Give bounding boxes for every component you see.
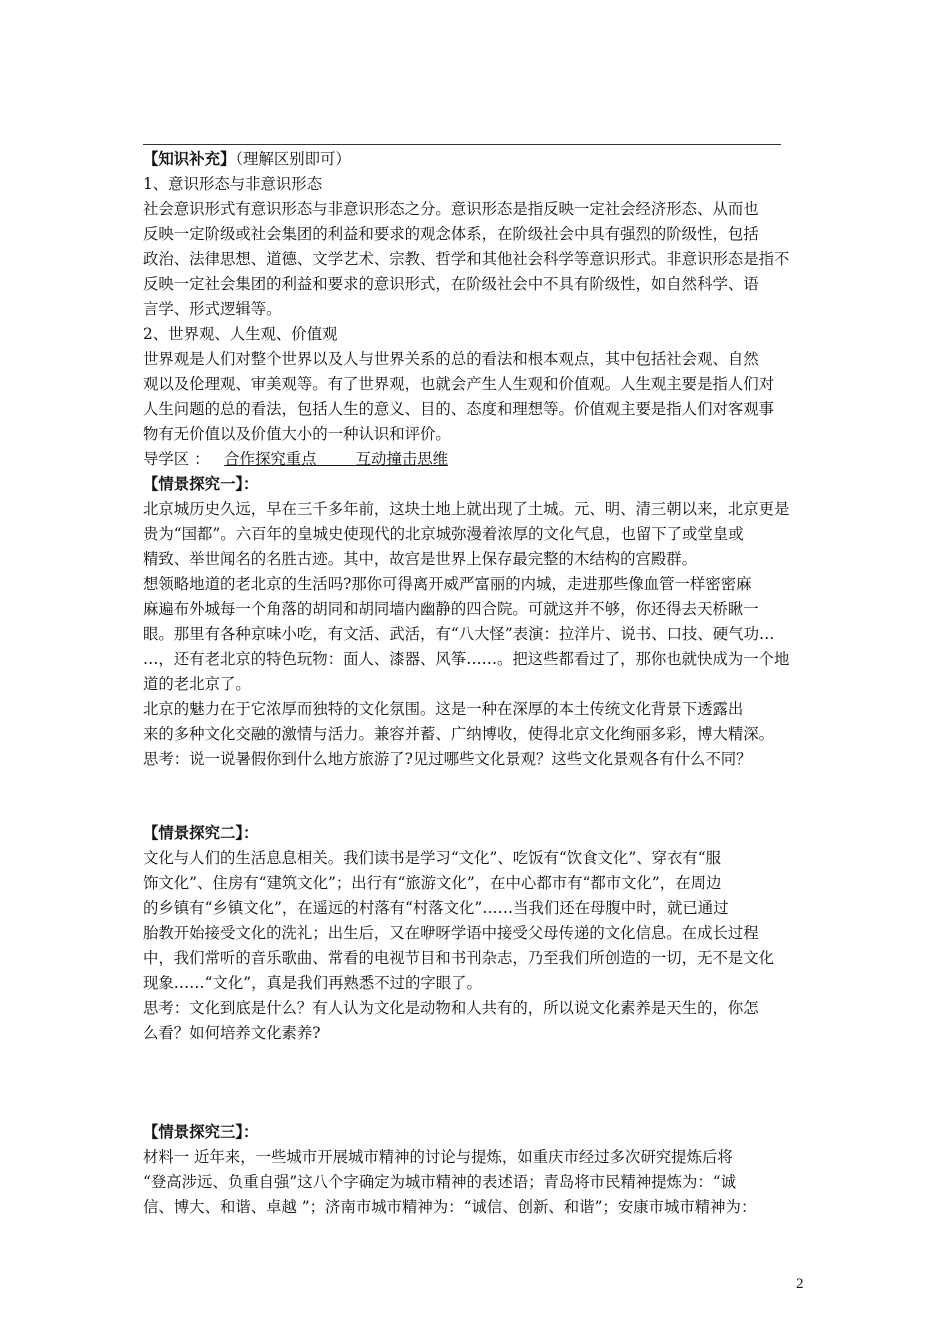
knowledge-heading	[143, 147, 811, 172]
knowledge-heading-note: （理解区别即可）	[235, 150, 351, 168]
section1-line: 言学、形式逻辑等。	[143, 300, 282, 318]
scene1-heading: 【情景探究一】：	[143, 475, 259, 493]
section1-heading: 1、意识形态与非意识形态	[143, 175, 323, 193]
section2-line: 观以及伦理观、审美观等。有了世界观，也就会产生人生观和价值观。人生观主要是指人们对	[143, 375, 775, 393]
scene1-line: 眼。那里有各种京味小吃，有文活、武活，有“八大怪”表演：拉洋片、说书、口技、硬气功…	[143, 625, 775, 643]
section1-line: 社会意识形式有意识形态与非意识形态之分。意识形态是指反映一定社会经济形态、从而也	[143, 200, 759, 218]
scene1-line: 道的老北京了。	[143, 675, 251, 693]
scene2-line: 胎教开始接受文化的洗礼；出生后，又在咿呀学语中接受父母传递的文化信息。在成长过程	[143, 924, 759, 942]
section2-line: 人生问题的总的看法，包括人生的意义、目的、态度和理想等。价值观主要是指人们对客观事	[143, 400, 775, 418]
section2-line: 物有无价值以及价值大小的一种认识和评价。	[143, 425, 451, 443]
guide-item-interact: 互动撞击思维	[355, 450, 449, 468]
guide-item-cooperate: 合作探究重点	[224, 450, 317, 468]
scene1-line: 贵为“国都”。六百年的皇城史使现代的北京城弥漫着浓厚的文化气息，也留下了或堂皇或	[143, 525, 744, 543]
section1-line: 反映一定社会集团的利益和要求的意识形式，在阶级社会中不具有阶级性，如自然科学、语	[143, 275, 759, 293]
scene2-line: 的乡镇有“乡镇文化”，在遥远的村落有“村落文化”……当我们还在母腹中时，就已通过	[143, 899, 729, 917]
scene1-line: 北京的魅力在于它浓厚而独特的文化氛围。这是一种在深厚的本土传统文化背景下透露出	[143, 700, 744, 718]
scene1-line: 麻遍布外城每一个角落的胡同和胡同墙内幽静的四合院。可就这并不够，你还得去天桥瞅一	[143, 600, 759, 618]
scene1-question: 思考：说一说暑假你到什么地方旅游了?见过哪些文化景观？这些文化景观各有什么不同？	[143, 750, 752, 768]
header-rule	[143, 144, 781, 145]
section1-line: 政治、法律思想、道德、文学艺术、宗教、哲学和其他社会科学等意识形式。非意识形态是指不	[143, 250, 790, 268]
guide-label: 导学区 ：	[143, 450, 210, 468]
section2-heading: 2、世界观、人生观、价值观	[143, 325, 338, 343]
scene3-line: 信、博大、和谐、卓越 ”；济南市城市精神为：“诚信、创新、和谐”；安康市城市精神为：	[143, 1198, 757, 1216]
scene1-line: 想领略地道的老北京的生活吗?那你可得离开威严富丽的内城，走进那些像血管一样密密麻	[143, 575, 752, 593]
document-body	[143, 147, 811, 1220]
scene2-question: 么看？如何培养文化素养?	[143, 1024, 321, 1042]
page-number: 2	[796, 1276, 804, 1292]
scene3-line: 材料一 近年来，一些城市开展城市精神的讨论与提炼，如重庆市经过多次研究提炼后将	[143, 1148, 733, 1166]
scene2-question: 思考：文化到底是什么？有人认为文化是动物和人共有的，所以说文化素养是天生的，你怎	[143, 999, 759, 1017]
guide-line	[143, 447, 811, 472]
scene2-line: 饰文化”、住房有“建筑文化”；出行有“旅游文化”，在中心都市有“都市文化”，在周边	[143, 874, 722, 892]
scene2-line: 文化与人们的生活息息相关。我们读书是学习“文化”、吃饭有“饮食文化”、穿衣有“服	[143, 849, 722, 867]
scene3-line: “登高涉远、负重自强”这八个字确定为城市精神的表述语；青岛将市民精神提炼为：“诚	[143, 1173, 737, 1191]
scene2-line: 中，我们常听的音乐歌曲、常看的电视节目和书刊杂志，乃至我们所创造的一切，无不是文化	[143, 949, 775, 967]
scene1-line: 精致、举世闻名的名胜古迹。其中，故宫是世界上保存最完整的木结构的宫殿群。	[143, 550, 698, 568]
section2-line: 世界观是人们对整个世界以及人与世界关系的总的看法和根本观点，其中包括社会观、自然	[143, 350, 759, 368]
section1-line: 反映一定阶级或社会集团的利益和要求的观念体系，在阶级社会中具有强烈的阶级性，包括	[143, 225, 759, 243]
knowledge-heading-title: 【知识补充】	[143, 150, 236, 168]
scene2-line: 现象……“文化”，真是我们再熟悉不过的字眼了。	[143, 974, 482, 992]
scene3-heading: 【情景探究三】：	[143, 1123, 259, 1141]
scene1-line: 北京城历史久远，早在三千多年前，这块土地上就出现了土城。元、明、清三朝以来，北京更是	[143, 500, 790, 518]
scene2-heading: 【情景探究二】：	[143, 824, 259, 842]
scene1-line: 来的多种文化交融的激情与活力。兼容并蓄、广纳博收，使得北京文化绚丽多彩，博大精深。	[143, 725, 775, 743]
scene1-line: …，还有老北京的特色玩物：面人、漆器、风筝……。把这些都看过了，那你也就快成为一个地	[143, 650, 790, 668]
